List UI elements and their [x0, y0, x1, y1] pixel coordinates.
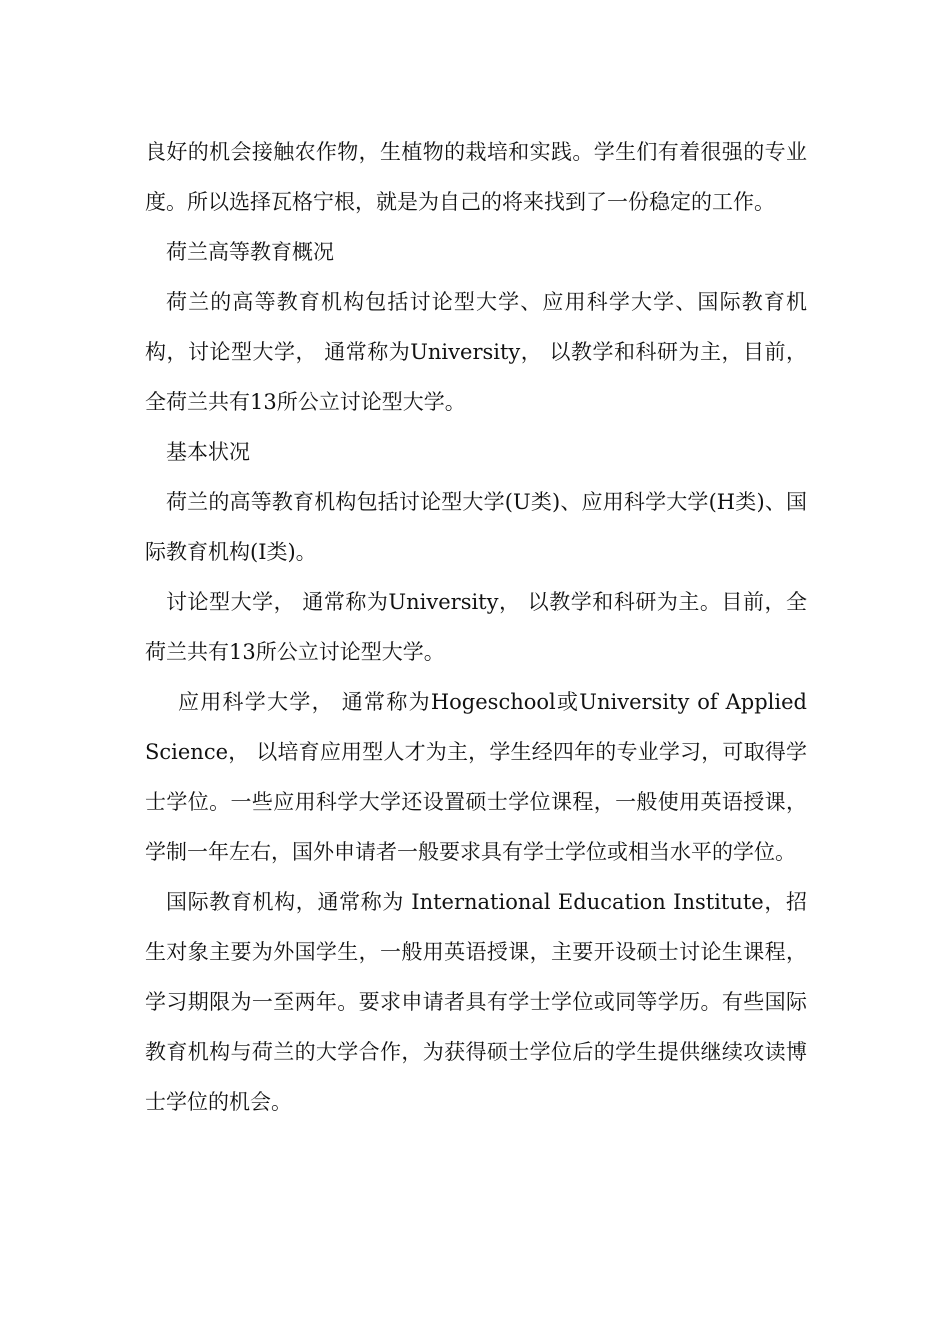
paragraph-overview: 荷兰的高等教育机构包括讨论型大学、应用科学大学、国际教育机构，讨论型大学， 通常称为University， 以教学和科研为主，目前，全荷兰共有13所公立讨论型大学。: [145, 290, 807, 414]
paragraph-applied-science: 应用科学大学， 通常称为Hogeschool或University of Applied Science， 以培育应用型人才为主，学生经四年的专业学习，可取得学士学位。一些应用科学大学还设置硕士学位课程，一般使用英语授课，学制一年左右，国外申请者一般要求具有学士学位或相当水平的学位。: [145, 690, 807, 864]
document-body: [145, 127, 807, 1127]
section-heading-overview: 荷兰高等教育概况: [166, 240, 334, 264]
paragraph-continuation: 良好的机会接触农作物，生植物的栽培和实践。学生们有着很强的专业度。所以选择瓦格宁根，就是为自己的将来找到了一份稳定的工作。: [145, 140, 807, 214]
paragraph-research-university: 讨论型大学， 通常称为University， 以教学和科研为主。目前，全荷兰共有13所公立讨论型大学。: [145, 590, 807, 664]
paragraph-international-institute: 国际教育机构，通常称为 International Education Institute，招生对象主要为外国学生，一般用英语授课，主要开设硕士讨论生课程，学习期限为一至两年。要求申请者具有学士学位或同等学历。有些国际教育机构与荷兰的大学合作，为获得硕士学位后的学生提供继续攻读博士学位的机会。: [145, 890, 807, 1114]
section-heading-basic: 基本状况: [166, 440, 250, 464]
paragraph-institution-types: 荷兰的高等教育机构包括讨论型大学(U类)、应用科学大学(H类)、国际教育机构(I类)。: [145, 490, 807, 564]
